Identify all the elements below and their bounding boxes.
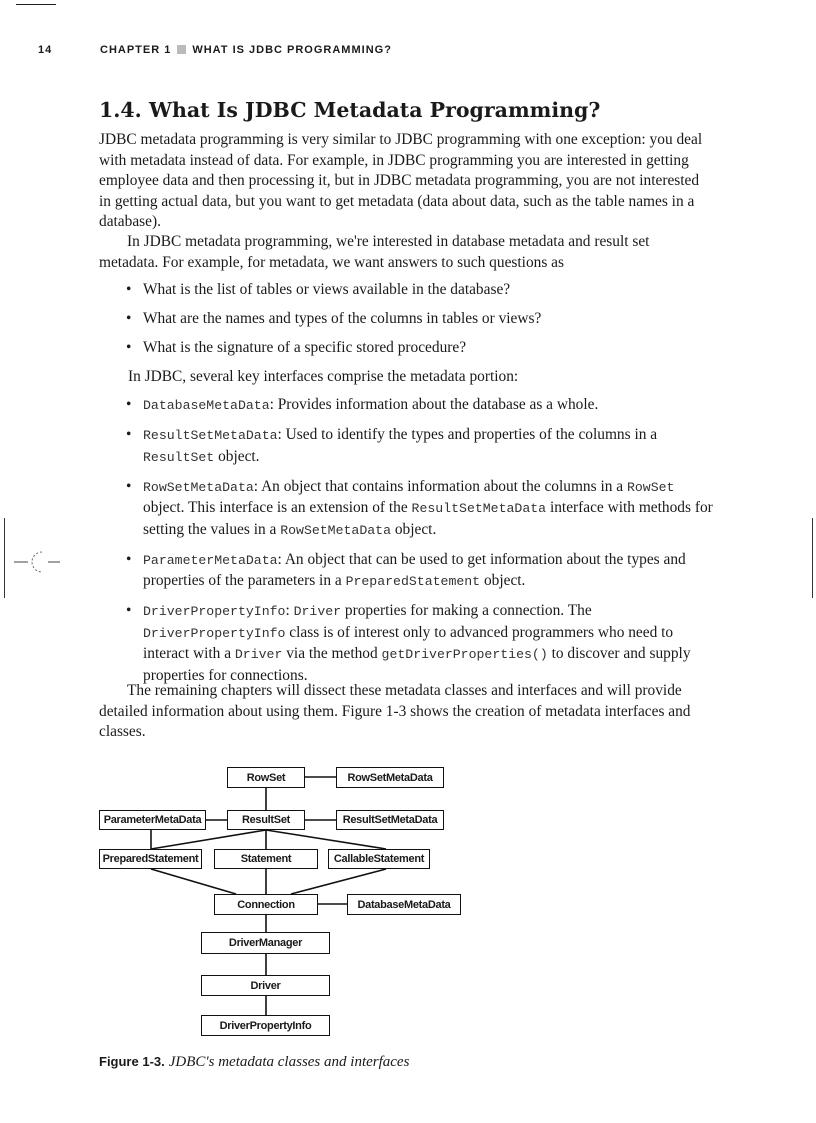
connector-line: [151, 869, 236, 894]
figure-number: Figure 1-3.: [99, 1054, 165, 1069]
item-text: properties for making a connection. The: [341, 602, 592, 619]
database-metadata-box: DatabaseMetaData: [347, 894, 461, 915]
list-item: • What is the list of tables or views available in the database?: [126, 280, 716, 301]
connection-box: Connection: [214, 894, 318, 915]
code-term: ResultSet: [143, 449, 215, 465]
resultset-metadata-box: ResultSetMetaData: [336, 810, 444, 830]
driver-box: Driver: [201, 975, 330, 996]
interfaces-list: [126, 395, 716, 695]
prepared-statement-box: PreparedStatement: [99, 849, 202, 869]
chapter-title: WHAT IS JDBC PROGRAMMING?: [192, 44, 392, 56]
figure-caption-text: JDBC's metadata classes and interfaces: [168, 1054, 410, 1070]
code-term: DriverPropertyInfo: [143, 625, 286, 641]
code-term: DriverPropertyInfo: [143, 604, 286, 619]
item-text: :: [285, 602, 294, 619]
item-text: to discover and supply properties for connections.: [143, 645, 691, 684]
callable-statement-box: CallableStatement: [328, 849, 430, 869]
item-text: : Provides information about the database as a whole.: [269, 396, 599, 413]
crop-rule: [16, 4, 56, 5]
code-term: RowSetMetaData: [280, 522, 391, 538]
list-item: [126, 601, 716, 686]
statement-box: Statement: [214, 849, 318, 869]
code-term: Driver: [293, 604, 342, 619]
driver-manager-box: DriverManager: [201, 932, 330, 954]
connector-line: [266, 830, 386, 849]
list-item: • What is the signature of a specific stored procedure?: [126, 338, 716, 359]
list-item: • What are the names and types of the columns in tables or views?: [126, 309, 716, 330]
list-item: [126, 395, 716, 417]
item-text: object.: [391, 520, 437, 538]
metadata-class-diagram: [96, 762, 466, 1040]
code-term: ResultSetMetaData: [411, 501, 547, 516]
code-term: Driver: [234, 647, 283, 662]
list-item: [126, 477, 716, 542]
driver-property-info-box: DriverPropertyInfo: [201, 1015, 330, 1036]
list-item: [126, 550, 716, 593]
parameter-metadata-box: ParameterMetaData: [99, 810, 206, 830]
code-term: RowSet: [626, 479, 675, 495]
item-text: : An object that can be used to get information about the types and properties of the parameters in a: [143, 550, 686, 589]
item-text: class is of interest only to advanced programmers who need to interact with a: [143, 623, 674, 662]
figure-caption: [99, 1053, 409, 1071]
chapter-label: CHAPTER 1: [100, 44, 172, 56]
interfaces-intro: In JDBC, several key interfaces comprise the metadata portion:: [128, 368, 519, 385]
running-head: [38, 44, 392, 56]
code-term: ParameterMetaData: [143, 552, 278, 568]
resultset-box: ResultSet: [227, 810, 305, 830]
code-term: RowSetMetaData: [143, 479, 254, 495]
separator-square-icon: [177, 45, 186, 54]
section-heading: 1.4. What Is JDBC Metadata Programming?: [99, 98, 601, 122]
code-term: ResultSetMetaData: [143, 428, 278, 443]
rowset-box: RowSet: [227, 767, 305, 788]
rowset-metadata-box: RowSetMetaData: [336, 767, 444, 788]
item-text: : An object that contains information about the columns in a: [253, 477, 627, 495]
connector-line: [291, 869, 386, 894]
page-number: 14: [38, 44, 53, 56]
item-text: object.: [214, 447, 260, 465]
connector-line: [151, 830, 266, 849]
item-text: via the method: [282, 645, 382, 662]
crop-line-left: [4, 518, 5, 598]
list-item: [126, 425, 716, 468]
crop-line-right: [812, 518, 813, 598]
questions-list: [126, 280, 716, 367]
code-term: PreparedStatement: [345, 574, 481, 589]
registration-mark-icon: [14, 550, 64, 578]
code-term: getDriverProperties(): [381, 647, 548, 662]
code-term: DatabaseMetaData: [143, 398, 270, 413]
item-text: object.: [480, 572, 526, 589]
closing-paragraph: The remaining chapters will dissect these metadata classes and interfaces and will provide detailed information about using them. Figure 1-3 shows the creation of metadata interfaces and classes.: [99, 682, 691, 740]
metadata-paragraph: In JDBC metadata programming, we're interested in database metadata and result set metadata. For example, for metadata, we want answers to such questions as: [99, 233, 650, 271]
intro-paragraph: JDBC metadata programming is very similar to JDBC programming with one exception: you deal with metadata instead of data. For example, in JDBC programming you are interested in getting employee data and then processing it, but in JDBC metadata programming, you are not interested in getting actual data, but you want to get metadata (data about data, such as the table names in a database).: [99, 131, 703, 230]
item-text: object. This interface is an extension of the: [143, 499, 412, 516]
item-text: interface with methods for setting the values in a: [143, 499, 713, 538]
item-text: : Used to identify the types and properties of the columns in a: [277, 426, 658, 443]
